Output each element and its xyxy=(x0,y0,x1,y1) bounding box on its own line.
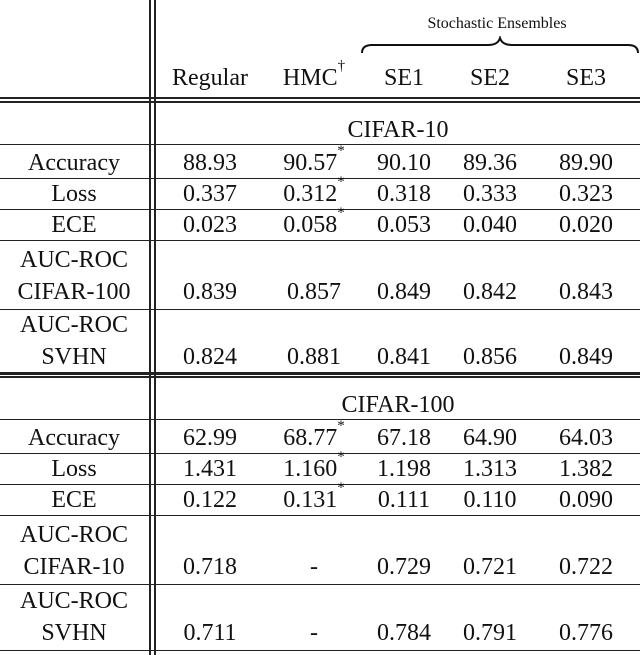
cell-value: 0.721 xyxy=(463,554,517,580)
row-label: CIFAR-100 xyxy=(17,279,131,305)
cell-value: 64.90 xyxy=(463,425,517,451)
section-title: CIFAR-10 xyxy=(347,117,449,143)
cell-value: 64.03 xyxy=(559,425,613,451)
table-cell xyxy=(268,143,360,177)
table-cell xyxy=(160,278,260,306)
cell-value: 0.711 xyxy=(183,620,237,646)
cell-value: 0.058 xyxy=(283,212,338,238)
cell-value: 0.776 xyxy=(559,620,613,646)
section-rule-1 xyxy=(0,372,640,374)
col-header-hmc: HMC† xyxy=(282,58,346,91)
cell-value: 0.849 xyxy=(559,344,613,370)
cell-value: 62.99 xyxy=(183,425,237,451)
table-cell xyxy=(446,486,534,514)
table-cell xyxy=(362,486,446,514)
group-brace xyxy=(360,36,640,56)
cell-value: 0.023 xyxy=(183,212,237,238)
cell-value: 0.881 xyxy=(287,344,341,370)
table-cell xyxy=(538,278,634,306)
cell-value: 1.313 xyxy=(463,456,517,482)
table-cell xyxy=(268,174,360,208)
table-cell xyxy=(446,278,534,306)
row-rule xyxy=(0,484,640,485)
cell-value: 1.431 xyxy=(183,456,237,482)
table-cell xyxy=(160,455,260,483)
table-cell xyxy=(160,180,260,208)
row-rule xyxy=(0,584,640,585)
table-cell xyxy=(446,211,534,239)
cell-value: 0.824 xyxy=(183,344,237,370)
dagger-mark: † xyxy=(337,58,346,74)
cell-value: 0.722 xyxy=(559,554,613,580)
table-cell xyxy=(160,553,260,581)
cell-value: 88.93 xyxy=(183,150,237,176)
table-cell xyxy=(362,211,446,239)
asterisk-mark: * xyxy=(337,418,345,434)
table-cell xyxy=(446,553,534,581)
asterisk-mark: * xyxy=(337,480,345,496)
cell-value: 0.791 xyxy=(463,620,517,646)
table-cell xyxy=(268,205,360,239)
row-label: AUC-ROC xyxy=(19,588,128,614)
table-cell xyxy=(446,619,534,647)
table-cell xyxy=(268,480,360,514)
row-label: Loss xyxy=(51,181,97,207)
cell-value: 0.090 xyxy=(559,487,613,513)
table-cell xyxy=(538,553,634,581)
cell-value: 90.10 xyxy=(377,150,431,176)
cell-value: 0.718 xyxy=(183,554,237,580)
row-rule xyxy=(0,419,640,420)
cell-value: 1.160 xyxy=(283,456,338,482)
row-rule xyxy=(0,209,640,210)
cell-value: 0.857 xyxy=(287,279,341,305)
row-rule xyxy=(0,650,640,651)
cell-value: 0.111 xyxy=(377,487,431,513)
cell-value: 0.337 xyxy=(183,181,237,207)
col-header-se3: SE3 xyxy=(565,65,606,91)
cell-value: - xyxy=(310,620,318,646)
asterisk-mark: * xyxy=(337,174,345,190)
cell-value: 0.856 xyxy=(463,344,517,370)
cell-value: 0.040 xyxy=(463,212,517,238)
row-label: SVHN xyxy=(41,620,107,646)
table-cell xyxy=(160,424,260,452)
table-cell xyxy=(538,619,634,647)
cell-value: 1.198 xyxy=(377,456,431,482)
section-rule-2 xyxy=(0,376,640,378)
cell-value: 0.131 xyxy=(283,487,338,513)
row-label: Accuracy xyxy=(28,425,120,451)
table-cell xyxy=(538,180,634,208)
cell-value: 0.333 xyxy=(463,181,517,207)
row-label: AUC-ROC xyxy=(19,247,128,273)
row-rule xyxy=(0,515,640,516)
table-cell xyxy=(362,553,446,581)
table-cell xyxy=(268,449,360,483)
section-title: CIFAR-100 xyxy=(341,392,455,418)
table-cell xyxy=(446,180,534,208)
table-cell xyxy=(160,619,260,647)
cell-value: 0.312 xyxy=(283,181,338,207)
table-cell xyxy=(538,149,634,177)
row-rule xyxy=(0,453,640,454)
table-cell xyxy=(268,619,360,647)
table-cell xyxy=(538,211,634,239)
table-cell xyxy=(362,343,446,371)
header-rule-2 xyxy=(0,101,640,103)
cell-value: 90.57 xyxy=(283,150,338,176)
col-header-regular: Regular xyxy=(172,65,248,91)
cell-value: 0.318 xyxy=(377,181,431,207)
cell-value: 0.110 xyxy=(463,487,517,513)
cell-value: 89.36 xyxy=(463,150,517,176)
row-rule xyxy=(0,178,640,179)
asterisk-mark: * xyxy=(337,143,345,159)
table-cell xyxy=(538,486,634,514)
table-cell xyxy=(160,211,260,239)
cell-value: 89.90 xyxy=(559,150,613,176)
row-rule xyxy=(0,374,640,375)
table-cell xyxy=(362,424,446,452)
cell-value: - xyxy=(310,554,318,580)
table-cell xyxy=(538,455,634,483)
table-cell xyxy=(446,149,534,177)
cell-value: 0.839 xyxy=(183,279,237,305)
cell-value: 0.020 xyxy=(559,212,613,238)
col-header-se2: SE2 xyxy=(469,65,510,91)
table-cell xyxy=(160,343,260,371)
cell-value: 0.729 xyxy=(377,554,431,580)
cell-value: 67.18 xyxy=(377,425,431,451)
table-cell xyxy=(268,418,360,452)
row-label: AUC-ROC xyxy=(19,312,128,338)
cell-value: 0.122 xyxy=(183,487,237,513)
table-cell xyxy=(446,455,534,483)
table-cell xyxy=(268,278,360,306)
row-label: SVHN xyxy=(41,344,107,370)
cell-value: 0.849 xyxy=(377,279,431,305)
table-cell xyxy=(538,424,634,452)
table-cell xyxy=(362,180,446,208)
table-cell xyxy=(362,619,446,647)
row-rule xyxy=(0,144,640,145)
asterisk-mark: * xyxy=(337,205,345,221)
asterisk-mark: * xyxy=(337,449,345,465)
table-cell xyxy=(362,278,446,306)
table-cell xyxy=(268,553,360,581)
table-cell xyxy=(362,149,446,177)
table-cell xyxy=(446,343,534,371)
cell-value: 0.843 xyxy=(559,279,613,305)
row-label: Loss xyxy=(51,456,97,482)
cell-value: 68.77 xyxy=(283,425,338,451)
row-label: Accuracy xyxy=(28,150,120,176)
table-cell xyxy=(268,343,360,371)
row-rule xyxy=(0,309,640,310)
group-title: Stochastic Ensembles xyxy=(427,15,567,32)
cell-value: 0.784 xyxy=(377,620,431,646)
table-cell xyxy=(362,455,446,483)
col-header-se1: SE1 xyxy=(383,65,424,91)
cell-value: 0.053 xyxy=(377,212,431,238)
cell-value: 0.323 xyxy=(559,181,613,207)
row-label: AUC-ROC xyxy=(19,522,128,548)
header-rule-1 xyxy=(0,97,640,99)
table-cell xyxy=(538,343,634,371)
row-label: ECE xyxy=(51,212,97,238)
table-cell xyxy=(160,149,260,177)
row-label: ECE xyxy=(51,487,97,513)
row-label: CIFAR-10 xyxy=(23,554,125,580)
cell-value: 0.842 xyxy=(463,279,517,305)
table-cell xyxy=(446,424,534,452)
table-cell xyxy=(160,486,260,514)
cell-value: 1.382 xyxy=(559,456,613,482)
row-rule xyxy=(0,240,640,241)
cell-value: 0.841 xyxy=(377,344,431,370)
